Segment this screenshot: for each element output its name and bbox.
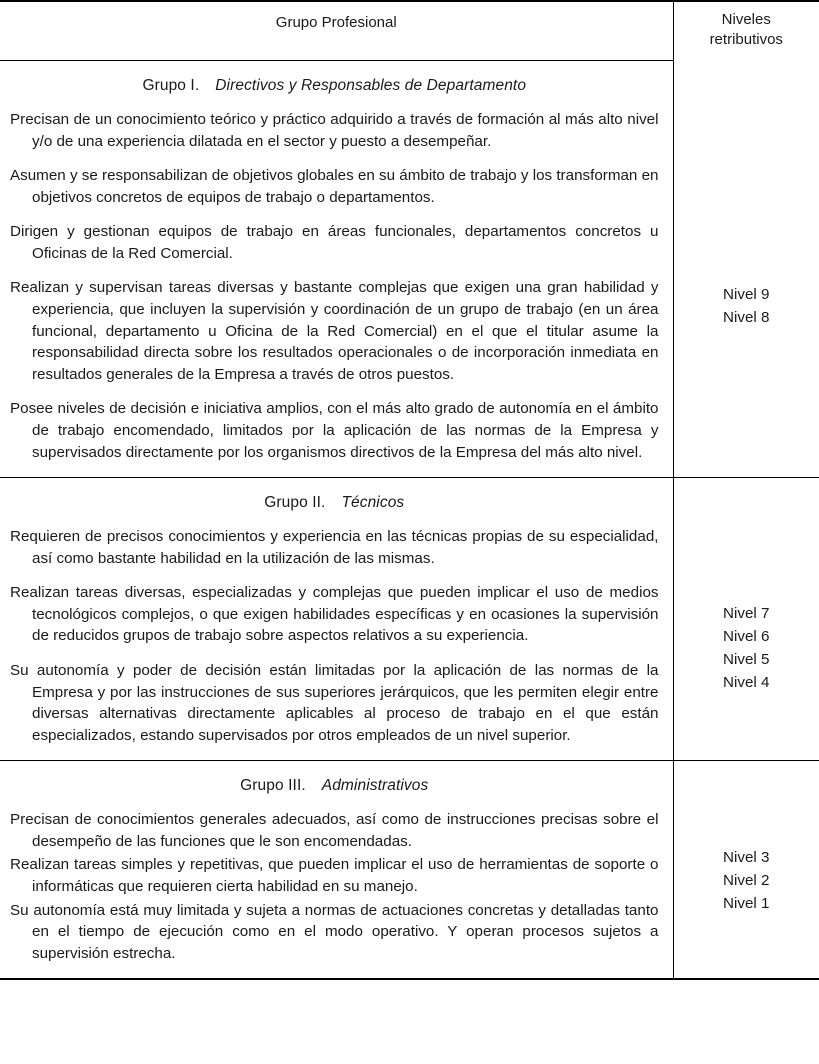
group-2-title-number: Grupo II. [264,494,326,512]
level-value: Nivel 6 [723,628,770,646]
header-retributivos-line2: retributivos [709,31,783,49]
group-3-paragraph: Realizan tareas simples y repetitivas, que pueden implicar el uso de herramientas de soporte o informáticas que requieren cierta habilidad en su manejo. [10,856,659,896]
group-1-paragraph: Dirigen y gestionan equipos de trabajo en áreas funcionales, departamentos concretos u Oficinas de la Red Comercial. [10,223,659,262]
level-value: Nivel 4 [723,674,770,692]
group-3-levels-list [674,761,819,915]
group-1-paragraph: Precisan de un conocimiento teórico y práctico adquirido a través de formación al más alto nivel y/o de una experiencia dilatada en el sector y puesto a desempeñar. [10,111,659,150]
group-1-paragraph: Posee niveles de decisión e iniciativa amplios, con el más alto grado de autonomía en el ámbito de trabajo encomendado, limitados por la aplicación de las normas de la Empresa y supervisados directamente por los organismos directivos de la Empresa del más alto nivel. [10,400,659,461]
header-niveles-line1: Niveles [721,11,771,28]
group-3-paragraph: Precisan de conocimientos generales adecuados, así como de instrucciones precisas sobre el desempeño de las funciones que le son encomendadas. [10,811,659,850]
group-3-levels-cell [673,761,819,980]
header-cell-niveles-retributivos [673,1,819,61]
table-row-grupo-1 [0,61,819,478]
table-row-grupo-3 [0,761,819,980]
level-value: Nivel 3 [723,849,770,867]
group-1-levels-cell [673,61,819,478]
level-value: Nivel 5 [723,651,770,669]
group-3-title-name: Administrativos [321,777,429,795]
group-1-paragraph: Realizan y supervisan tareas diversas y bastante complejas que exigen una gran habilidad y experiencia, que incluyen la supervisión y coordinación de un grupo de trabajo (en un área funcional, departamento u Oficina de la Red Comercial) en el que el titular asume la responsabilidad directa sobre los resultados operacionales o de incorporación inmediata en resultados generales de la Empresa a través de otros puestos. [10,279,659,383]
group-3-title [10,777,659,795]
group-1-title-number: Grupo I. [142,77,200,94]
table-header-row [0,1,819,61]
level-value: Nivel 2 [723,872,770,890]
group-1-content-cell [0,61,673,478]
header-cell-grupo-profesional: Grupo Profesional [0,1,673,61]
group-2-title-name: Técnicos [341,494,405,512]
group-2-levels-cell [673,478,819,761]
group-1-title-name: Directivos y Responsables de Departamento [215,77,527,94]
group-1-levels-list [674,61,819,329]
level-value: Nivel 9 [723,285,770,303]
group-1-title [10,77,659,95]
group-2-levels-list [674,478,819,694]
group-3-content-cell [0,761,673,980]
group-1-paragraph: Asumen y se responsabilizan de objetivos globales en su ámbito de trabajo y los transforman en objetivos concretos de equipos de trabajo o departamentos. [10,167,659,206]
group-2-paragraph: Su autonomía y poder de decisión están limitadas por la aplicación de las normas de la Empresa y por las instrucciones de sus superiores jerárquicos, que les permiten elegir entre diversas alternativas directamente aplicables al proceso de trabajo en el que están especializados, estando supervisados por otros empleados de un nivel superior. [10,661,659,744]
level-value: Nivel 1 [723,895,770,913]
group-2-title [10,494,659,512]
group-2-paragraph: Requieren de precisos conocimientos y experiencia en las técnicas propias de su especialidad, así como bastante habilidad en la utilización de las mismas. [10,528,659,567]
group-2-content-cell [0,478,673,761]
table-row-grupo-2 [0,478,819,761]
level-value: Nivel 7 [723,605,770,623]
level-value: Nivel 8 [723,308,770,326]
group-2-paragraph: Realizan tareas diversas, especializadas y complejas que pueden implicar el uso de medios tecnológicos complejos, o que exigen habilidades específicas y en ocasiones la supervisión de reducidos grupos de trabajo sobre aspectos relativos a su experiencia. [10,584,659,645]
group-3-paragraph: Su autonomía está muy limitada y sujeta a normas de actuaciones concretas y detalladas tanto en el tiempo de ejecución como en el modo operativo. Y operan procesos sujetos a supervisión estrecha. [10,901,659,962]
group-3-title-number: Grupo III. [240,777,306,795]
